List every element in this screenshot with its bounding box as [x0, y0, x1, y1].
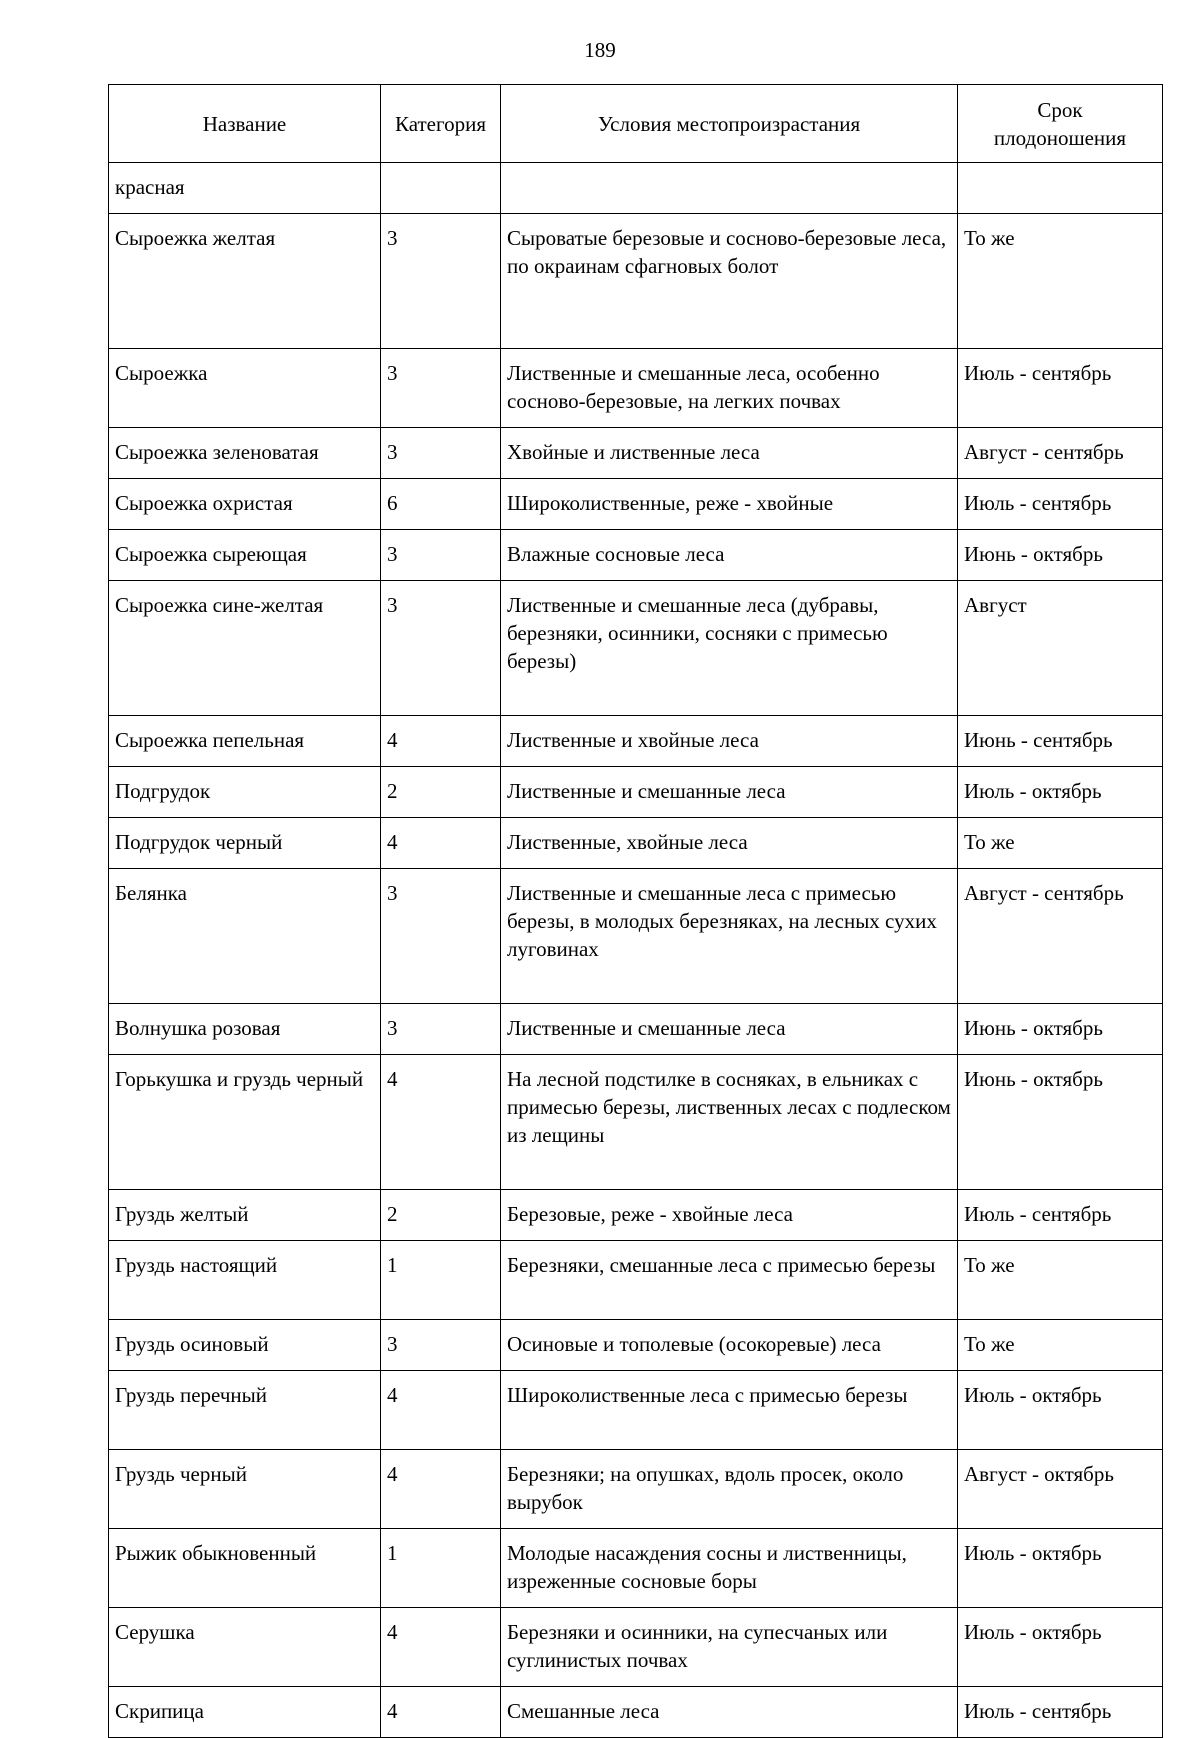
- table-row: [109, 214, 1163, 349]
- cell-period: Июль - октябрь: [958, 1371, 1163, 1450]
- cell-category: 3: [381, 214, 501, 349]
- cell-conditions: Березовые, реже - хвойные леса: [501, 1190, 958, 1241]
- cell-category: 3: [381, 1320, 501, 1371]
- cell-conditions: На лесной подстилке в сосняках, в ельниках с примесью березы, лиственных лесах с подлеском из лещины: [501, 1055, 958, 1190]
- cell-conditions: Смешанные леса: [501, 1687, 958, 1738]
- table-row: [109, 818, 1163, 869]
- cell-category: 4: [381, 1055, 501, 1190]
- cell-period: Июнь - октябрь: [958, 1055, 1163, 1190]
- cell-conditions: Лиственные и смешанные леса с примесью березы, в молодых березняках, на лесных сухих луговинах: [501, 869, 958, 1004]
- cell-category: 6: [381, 479, 501, 530]
- cell-category: 3: [381, 349, 501, 428]
- cell-category: 1: [381, 1241, 501, 1320]
- cell-conditions: Осиновые и тополевые (осокоревые) леса: [501, 1320, 958, 1371]
- cell-conditions: Влажные сосновые леса: [501, 530, 958, 581]
- cell-period: [958, 163, 1163, 214]
- cell-category: 3: [381, 1004, 501, 1055]
- table-header-row: [109, 85, 1163, 163]
- cell-period: Июль - сентябрь: [958, 1687, 1163, 1738]
- cell-category: 1: [381, 1529, 501, 1608]
- header-category: Категория: [381, 85, 501, 163]
- cell-name: Подгрудок: [109, 767, 381, 818]
- table-row: [109, 1190, 1163, 1241]
- cell-name: Сыроежка пепельная: [109, 716, 381, 767]
- cell-period: Июль - сентябрь: [958, 1190, 1163, 1241]
- cell-conditions: Лиственные и смешанные леса, особенно сосново-березовые, на легких почвах: [501, 349, 958, 428]
- cell-name: Груздь осиновый: [109, 1320, 381, 1371]
- cell-conditions: Широколиственные, реже - хвойные: [501, 479, 958, 530]
- table-row: [109, 1687, 1163, 1738]
- cell-name: Серушка: [109, 1608, 381, 1687]
- cell-name: Сыроежка желтая: [109, 214, 381, 349]
- species-table: [108, 84, 1163, 1738]
- table-row: [109, 1241, 1163, 1320]
- cell-category: [381, 163, 501, 214]
- cell-category: 3: [381, 581, 501, 716]
- cell-conditions: Березняки и осинники, на супесчаных или суглинистых почвах: [501, 1608, 958, 1687]
- cell-conditions: Молодые насаждения сосны и лиственницы, изреженные сосновые боры: [501, 1529, 958, 1608]
- cell-category: 4: [381, 716, 501, 767]
- cell-category: 2: [381, 767, 501, 818]
- table-row: [109, 1004, 1163, 1055]
- cell-period: Июль - октябрь: [958, 1608, 1163, 1687]
- table-row: [109, 1608, 1163, 1687]
- cell-category: 4: [381, 818, 501, 869]
- table-row: [109, 1371, 1163, 1450]
- cell-category: 4: [381, 1687, 501, 1738]
- header-conditions: Условия местопроизрастания: [501, 85, 958, 163]
- cell-name: Груздь черный: [109, 1450, 381, 1529]
- cell-period: Июль - сентябрь: [958, 479, 1163, 530]
- table-row: [109, 163, 1163, 214]
- cell-name: Горькушка и груздь черный: [109, 1055, 381, 1190]
- table-row: [109, 1529, 1163, 1608]
- table-row: [109, 767, 1163, 818]
- cell-period: То же: [958, 818, 1163, 869]
- cell-name: Груздь желтый: [109, 1190, 381, 1241]
- cell-name: Груздь настоящий: [109, 1241, 381, 1320]
- cell-category: 4: [381, 1371, 501, 1450]
- cell-period: То же: [958, 1241, 1163, 1320]
- cell-conditions: Широколиственные леса с примесью березы: [501, 1371, 958, 1450]
- cell-period: То же: [958, 1320, 1163, 1371]
- cell-period: Август - сентябрь: [958, 869, 1163, 1004]
- table-row: [109, 428, 1163, 479]
- table-row: [109, 479, 1163, 530]
- cell-period: Август: [958, 581, 1163, 716]
- header-period: Срок плодоношения: [958, 85, 1163, 163]
- cell-name: Скрипица: [109, 1687, 381, 1738]
- cell-period: Июнь - сентябрь: [958, 716, 1163, 767]
- cell-name: красная: [109, 163, 381, 214]
- cell-period: Июль - сентябрь: [958, 349, 1163, 428]
- cell-category: 4: [381, 1608, 501, 1687]
- header-name: Название: [109, 85, 381, 163]
- cell-conditions: Сыроватые березовые и сосново-березовые леса, по окраинам сфагновых болот: [501, 214, 958, 349]
- cell-period: Август - сентябрь: [958, 428, 1163, 479]
- cell-name: Сыроежка зеленоватая: [109, 428, 381, 479]
- table-row: [109, 1320, 1163, 1371]
- cell-period: Июль - октябрь: [958, 1529, 1163, 1608]
- table-row: [109, 1450, 1163, 1529]
- table-row: [109, 716, 1163, 767]
- page-number: 189: [584, 38, 616, 62]
- table-row: [109, 349, 1163, 428]
- cell-category: 4: [381, 1450, 501, 1529]
- cell-category: 2: [381, 1190, 501, 1241]
- cell-name: Волнушка розовая: [109, 1004, 381, 1055]
- cell-period: Июль - октябрь: [958, 767, 1163, 818]
- cell-conditions: Лиственные и смешанные леса: [501, 1004, 958, 1055]
- cell-period: Июнь - октябрь: [958, 1004, 1163, 1055]
- cell-name: Сыроежка охристая: [109, 479, 381, 530]
- cell-conditions: Лиственные и смешанные леса (дубравы, березняки, осинники, сосняки с примесью березы): [501, 581, 958, 716]
- cell-conditions: Лиственные, хвойные леса: [501, 818, 958, 869]
- cell-category: 3: [381, 428, 501, 479]
- cell-category: 3: [381, 869, 501, 1004]
- table-row: [109, 1055, 1163, 1190]
- cell-name: Рыжик обыкновенный: [109, 1529, 381, 1608]
- cell-category: 3: [381, 530, 501, 581]
- cell-period: То же: [958, 214, 1163, 349]
- table-row: [109, 530, 1163, 581]
- table-row: [109, 581, 1163, 716]
- cell-name: Сыроежка: [109, 349, 381, 428]
- table-row: [109, 869, 1163, 1004]
- cell-conditions: Лиственные и хвойные леса: [501, 716, 958, 767]
- cell-name: Белянка: [109, 869, 381, 1004]
- cell-conditions: [501, 163, 958, 214]
- cell-conditions: Хвойные и лиственные леса: [501, 428, 958, 479]
- cell-name: Груздь перечный: [109, 1371, 381, 1450]
- cell-name: Подгрудок черный: [109, 818, 381, 869]
- cell-conditions: Лиственные и смешанные леса: [501, 767, 958, 818]
- cell-conditions: Березняки; на опушках, вдоль просек, около вырубок: [501, 1450, 958, 1529]
- cell-period: Август - октябрь: [958, 1450, 1163, 1529]
- cell-conditions: Березняки, смешанные леса с примесью березы: [501, 1241, 958, 1320]
- cell-name: Сыроежка сыреющая: [109, 530, 381, 581]
- cell-period: Июнь - октябрь: [958, 530, 1163, 581]
- cell-name: Сыроежка сине-желтая: [109, 581, 381, 716]
